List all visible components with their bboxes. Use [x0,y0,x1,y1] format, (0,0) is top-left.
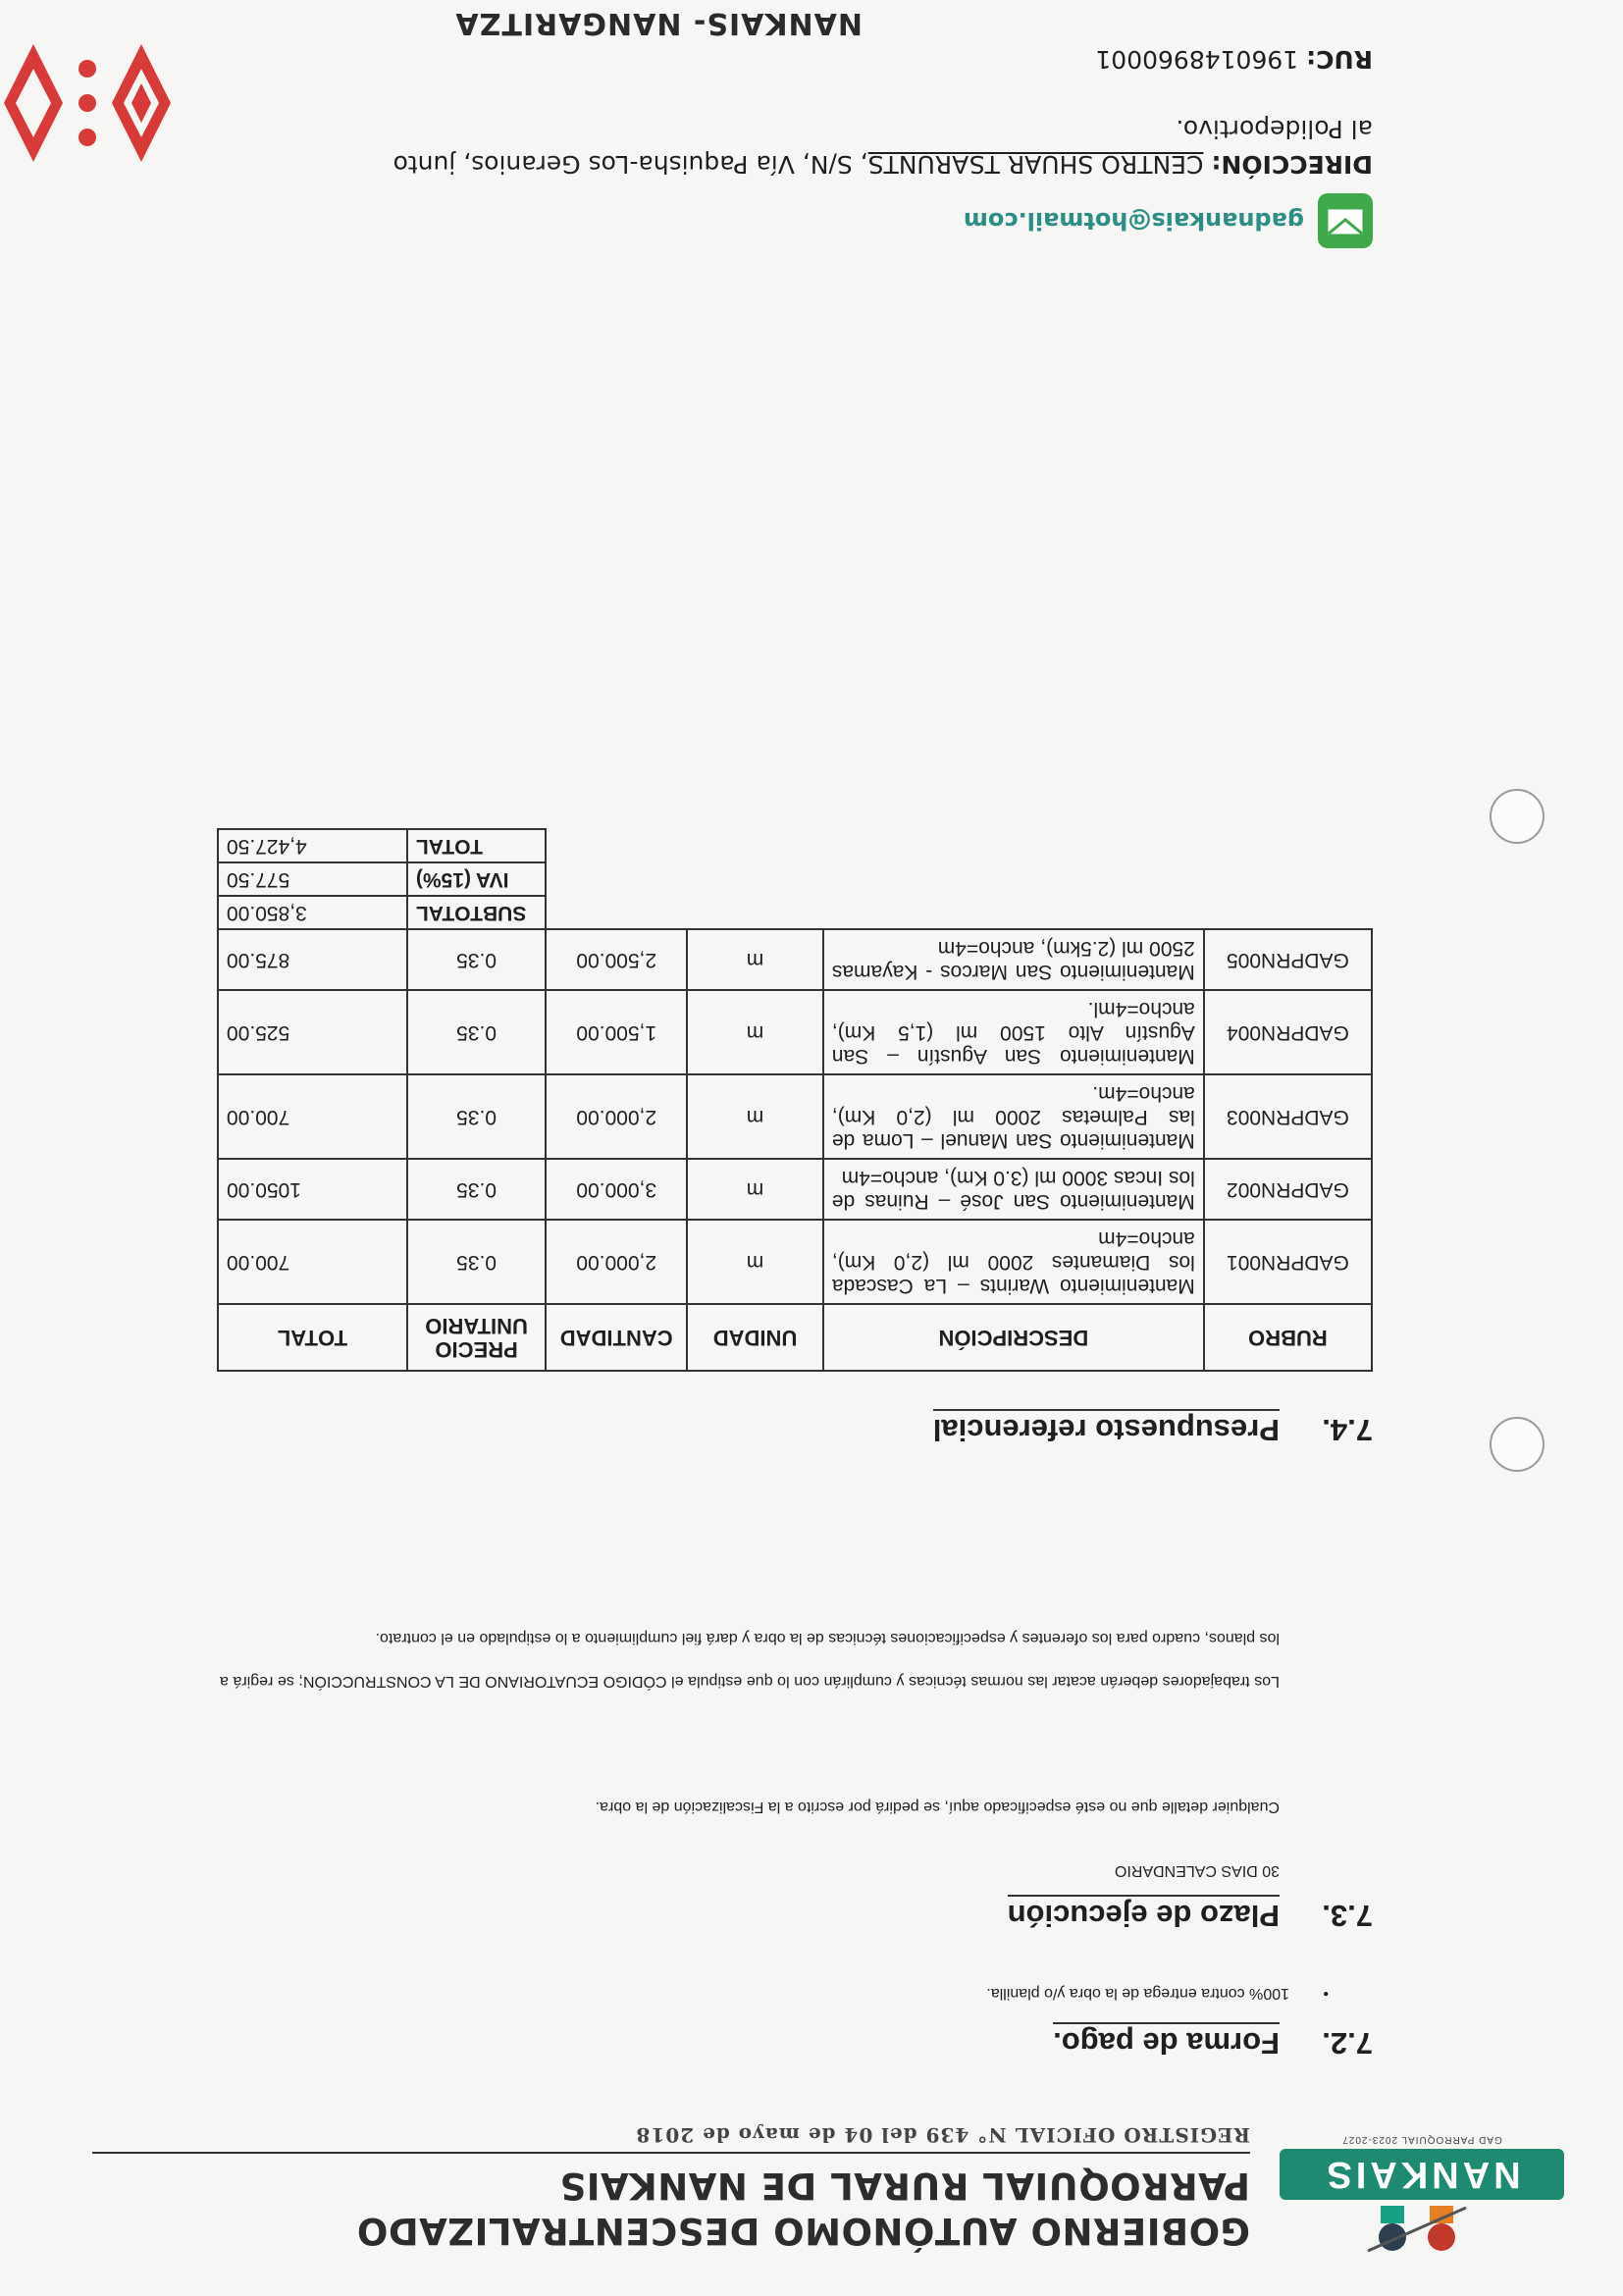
title-line-1: GOBIERNO AUTÓNOMO DESCENTRALIZADO [356,2210,1250,2252]
decorative-pattern-icon [0,25,181,182]
cell-total: 1050.00 [218,1159,407,1220]
cell-precio: 0.35 [407,1159,546,1220]
cell-cantidad: 1,500.00 [546,990,687,1074]
cell-total: 700.00 [218,1074,407,1159]
section-title: Forma de pago. [1053,2022,1280,2061]
logo-banner [1280,2149,1564,2200]
section-title: Presupuesto referencial [933,1409,1280,1447]
logo-subtitle: GAD PARROQUIAL 2023-2027 [1341,2134,1502,2145]
header-cantidad: CANTIDAD [546,1304,687,1371]
cell-unidad: m [687,1159,823,1220]
subtotal-value: 3,850.00 [218,896,407,929]
payment-bullet [220,1984,1329,2002]
cell-unidad: m [687,929,823,990]
table-row [218,1220,1372,1304]
plazo-text: 30 DIAS CALENDARIO [1114,1862,1280,1879]
cell-cantidad: 2,500.00 [546,929,687,990]
table-row [218,1159,1372,1220]
address-rest: , S/N, Vía Paquisha-Los Geranios, junto al Polideportivo. [393,115,1373,179]
cell-rubro: GADPRN004 [1204,990,1372,1074]
logo-figures-icon [1363,2203,1471,2257]
iva-value: 577.50 [218,862,407,896]
address-center: CENTRO SHUAR TSARUNTS [867,150,1204,179]
cell-unidad: m [687,1074,823,1159]
cell-total: 700.00 [218,1220,407,1304]
binder-hole [1490,789,1544,844]
address [372,111,1373,182]
subtotal-label: SUBTOTAL [407,896,546,929]
iva-row [218,862,1372,896]
cell-descripcion: Mantenimiento San Marcos - Kayamas 2500 ml (2.5km), ancho=4m [823,929,1204,990]
header-precio: PRECIO UNITARIO [407,1304,546,1371]
header-rubro: RUBRO [1204,1304,1372,1371]
ruc-label: RUC: [1306,45,1373,74]
cell-rubro: GADPRN001 [1204,1220,1372,1304]
table-row [218,990,1372,1074]
letterhead [0,2085,1623,2296]
logo-text: NANKAIS [1323,2154,1521,2196]
section-7-4-heading [933,1412,1373,1447]
registro-oficial: REGISTRO OFICIAL N° 439 del 04 de mayo de 2018 [635,2123,1250,2147]
iva-label: IVA (15%) [407,862,546,896]
header-unidad: UNIDAD [687,1304,823,1371]
cell-rubro: GADPRN002 [1204,1159,1372,1220]
section-7-2-heading [1053,2025,1373,2061]
cell-cantidad: 2,000.00 [546,1074,687,1159]
section-number: 7.2. [1322,2026,1373,2061]
cell-total: 875.00 [218,929,407,990]
institution-title [92,2163,1250,2253]
subtotal-row [218,896,1372,929]
cell-cantidad: 2,000.00 [546,1220,687,1304]
cell-descripcion: Mantenimiento San Manuel – Loma de las Palmetas 2000 ml (2,0 Km), ancho=4m. [823,1074,1204,1159]
cell-descripcion: Mantenimiento Warints – La Cascada los Diamantes 2000 ml (2,0 Km), ancho=4m [823,1220,1204,1304]
paragraph-normas: Los trabajadores deberán acatar las normas técnicas y cumplirán con lo que estipula el CÓDIGO ECUATORIANO DE LA CONSTRUCCIÓN; se regirá a los planos, cuadro para los oferentes y especificaciones técnicas de la obra y dará fiel cumplimiento a lo estipulado en el contrato. [220,1630,1280,1690]
header-rule [92,2152,1250,2154]
table-row [218,929,1372,990]
cell-unidad: m [687,1220,823,1304]
cell-precio: 0.35 [407,1220,546,1304]
section-7-3-heading [1008,1898,1373,1933]
header-descripcion: DESCRIPCIÓN [823,1304,1204,1371]
total-value: 4,427.50 [218,829,407,862]
ruc-number: 1960148960001 [1095,45,1299,74]
total-label: TOTAL [407,829,546,862]
bullet-text: 100% contra entrega de la obra y/o planilla. [986,1985,1289,2002]
cell-rubro: GADPRN005 [1204,929,1372,990]
budget-table [217,828,1373,1372]
cell-precio: 0.35 [407,929,546,990]
mail-icon [1318,193,1373,248]
cell-precio: 0.35 [407,1074,546,1159]
email-row [964,191,1373,250]
section-number: 7.4. [1322,1413,1373,1447]
section-title: Plazo de ejecución [1008,1895,1280,1933]
bullet-icon: • [1323,1985,1329,2002]
email-link[interactable]: gadnankais@hotmail.com [963,207,1304,235]
paragraph-detalle: Cualquier detalle que no esté especificado aquí, se pedirá por escrito a la Fiscalización de la obra. [595,1799,1280,1815]
title-line-2: PARROQUIAL RURAL DE NANKAIS [559,2165,1250,2207]
section-number: 7.3. [1322,1899,1373,1933]
cell-precio: 0.35 [407,990,546,1074]
total-row [218,829,1372,862]
table-header-row [218,1304,1372,1371]
brand-text: NANKAIS- NANGARITZA [454,6,863,40]
ruc-line [1095,45,1373,74]
binder-hole [1490,1417,1544,1472]
address-label: DIRECCIÓN: [1211,150,1373,179]
cell-unidad: m [687,990,823,1074]
cell-descripcion: Mantenimiento San José – Ruinas de los Incas 3000 ml (3.0 Km), ancho=4m [823,1159,1204,1220]
cell-descripcion: Mantenimiento San Agustín – San Agustín Alto 1500 ml (1,5 Km), ancho=4ml. [823,990,1204,1074]
cell-total: 525.00 [218,990,407,1074]
header-total: TOTAL [218,1304,407,1371]
cell-cantidad: 3,000.00 [546,1159,687,1220]
table-row [218,1074,1372,1159]
cell-rubro: GADPRN003 [1204,1074,1372,1159]
nankais-logo [1280,2110,1564,2257]
